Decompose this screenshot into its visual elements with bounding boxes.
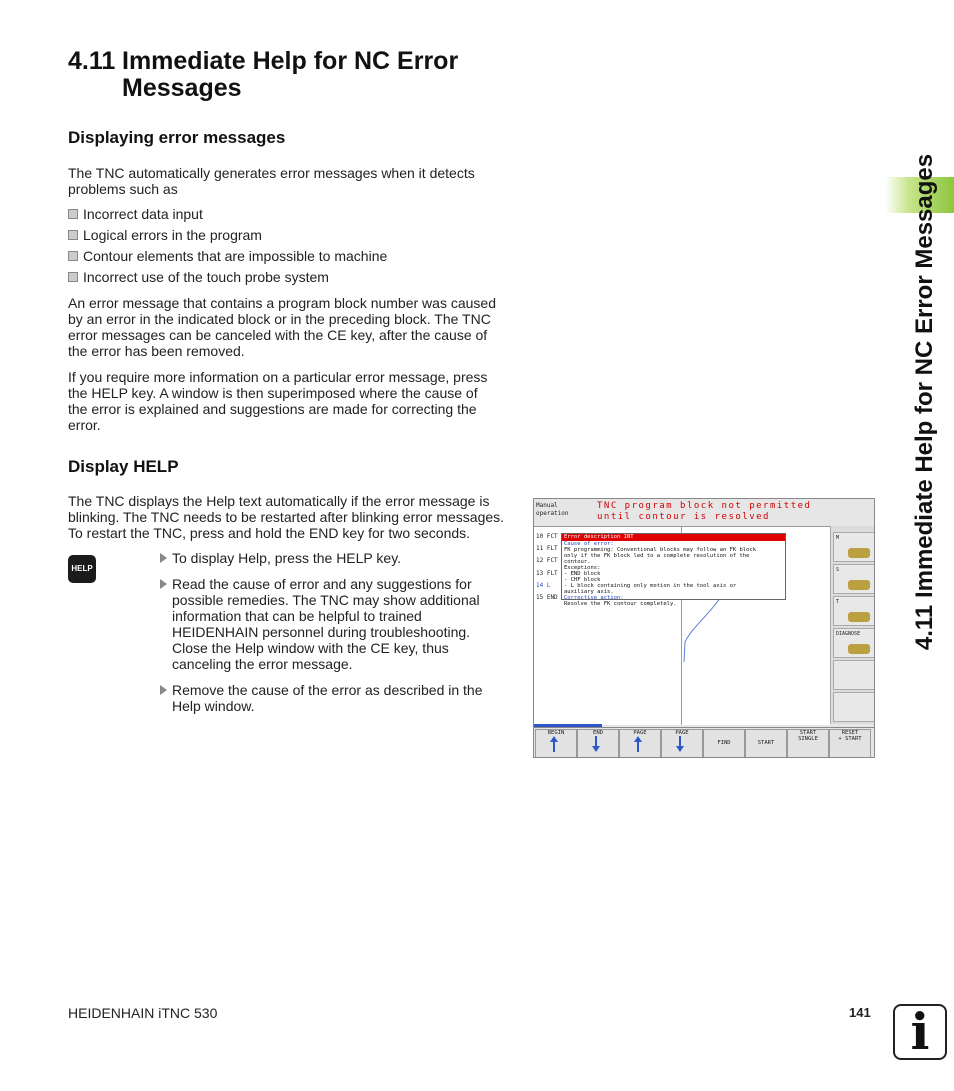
text-line: the error is explained and suggestions are made for correcting the — [68, 401, 477, 417]
softkey-row — [534, 727, 874, 758]
error-message-line: TNC program block not permitted — [597, 501, 812, 511]
side-softkeys — [830, 526, 875, 724]
title-line-2: Messages — [122, 74, 242, 102]
help-line: auxiliary axis. — [564, 589, 614, 595]
program-line: 12 FCT — [536, 557, 558, 564]
arrow-down-icon — [592, 746, 600, 752]
side-key-empty[interactable] — [833, 692, 875, 722]
arrow-stem — [553, 742, 555, 752]
softkey-label: RESET — [841, 730, 859, 736]
bullet-list — [68, 206, 387, 290]
list-item — [68, 248, 387, 269]
softkey-start-single[interactable] — [787, 729, 829, 758]
softkey-begin[interactable] — [535, 729, 577, 758]
step-text: information that can be helpful to trained — [172, 608, 422, 624]
diagnose-icon — [848, 644, 870, 654]
list-item-text: Incorrect use of the touch probe system — [83, 269, 329, 285]
footer-manual-name: HEIDENHAIN iTNC 530 — [68, 1005, 218, 1021]
side-tab-label: 4.11 Immediate Help for NC Error Messages — [911, 153, 938, 651]
softkey-sublabel: SINGLE — [798, 736, 818, 742]
arrow-stem — [637, 742, 639, 752]
title-line-1: Immediate Help for NC Error — [122, 47, 459, 75]
program-line: 10 FCT — [536, 533, 558, 540]
step-text: Close the Help window with the CE key, thus — [172, 640, 449, 656]
softkey-page-down[interactable] — [661, 729, 703, 758]
bullet-square-icon — [68, 230, 78, 240]
side-key-s[interactable] — [833, 564, 875, 594]
softkey-start[interactable] — [745, 729, 787, 758]
side-key-diagnose[interactable] — [833, 628, 875, 658]
step-arrow-icon — [160, 553, 167, 563]
side-key-label: S — [836, 567, 840, 573]
text-line: The TNC automatically generates error messages when it detects — [68, 165, 475, 181]
list-item-text: Logical errors in the program — [83, 227, 262, 243]
help-line: FK programming: Conventional blocks may follow an FK block — [564, 547, 757, 553]
text-line: If you require more information on a particular error message, press — [68, 369, 488, 385]
softkey-reset-start[interactable] — [829, 729, 871, 758]
text-line: blinking. The TNC needs to be restarted after blinking error messages. — [68, 509, 505, 525]
bullet-square-icon — [68, 209, 78, 219]
section-heading-display-help: Display HELP — [68, 457, 179, 476]
help-line: Exceptions: — [564, 565, 601, 571]
help-line: - CHF block — [564, 577, 601, 583]
section-number: 4.11 — [68, 47, 116, 75]
softkey-find[interactable] — [703, 729, 745, 758]
arrow-down-icon — [676, 746, 684, 752]
side-key-label: DIAGNOSE — [836, 631, 861, 637]
step-text: Help window. — [172, 698, 255, 714]
paragraph-blinking — [68, 493, 513, 541]
softkey-label: START — [757, 740, 775, 746]
help-window-title: Error description INT — [562, 534, 785, 541]
softkey-label: END — [593, 730, 603, 736]
page-number: 141 — [849, 1005, 871, 1020]
paragraph-help-key — [68, 369, 513, 433]
text-line: To restart the TNC, press and hold the END key for two seconds. — [68, 525, 471, 541]
side-key-m[interactable] — [833, 532, 875, 562]
help-line: Resolve the FK contour completely. — [564, 601, 677, 607]
side-key-t[interactable] — [833, 596, 875, 626]
program-line: 14 L — [536, 582, 551, 589]
step-text: Read the cause of error and any suggestions for — [172, 576, 472, 592]
text-line: the error has been removed. — [68, 343, 245, 359]
help-line: Corrective action: — [564, 595, 624, 601]
bullet-square-icon — [68, 251, 78, 261]
softkey-label: START — [799, 730, 817, 736]
help-line: - END block — [564, 571, 601, 577]
program-line: 11 FLT — [536, 545, 558, 552]
softkey-label: PAGE — [675, 730, 689, 736]
mode-line: Manual — [536, 502, 558, 509]
softkey-label: PAGE — [633, 730, 647, 736]
text-line: error. — [68, 417, 101, 433]
help-line: Cause of error: — [564, 541, 614, 547]
mode-line: operation — [536, 510, 569, 517]
spindle-icon — [848, 580, 870, 590]
step-arrow-icon — [160, 579, 167, 589]
text-line: The TNC displays the Help text automatically if the error message is — [68, 493, 490, 509]
text-line: by an error in the indicated block or in the preceding block. The TNC — [68, 311, 491, 327]
step-text: possible remedies. The TNC may show additional — [172, 592, 480, 608]
arrow-stem — [595, 736, 597, 746]
side-key-label: T — [836, 599, 840, 605]
error-message-line: until contour is resolved — [597, 512, 770, 522]
help-window — [561, 533, 786, 607]
program-line: 13 FLT — [536, 570, 558, 577]
step-1 — [160, 550, 505, 566]
info-icon-glyph: i — [910, 1002, 930, 1061]
list-item — [68, 206, 387, 227]
softkey-sublabel: + START — [838, 736, 862, 742]
program-line: 15 END — [536, 594, 558, 601]
bullet-square-icon — [68, 272, 78, 282]
step-text: HEIDENHAIN personnel during troubleshooting. — [172, 624, 471, 640]
intro-paragraph — [68, 165, 513, 197]
softkey-label: BEGIN — [547, 730, 565, 736]
spindle-icon — [848, 548, 870, 558]
info-icon — [893, 1004, 947, 1060]
error-message — [593, 499, 873, 526]
list-item-text: Incorrect data input — [83, 206, 203, 222]
side-key-empty[interactable] — [833, 660, 875, 690]
page-title — [68, 48, 458, 102]
softkey-label: FIND — [717, 740, 731, 746]
step-text: canceling the error message. — [172, 656, 353, 672]
tnc-screenshot — [533, 498, 875, 758]
paragraph-block-number — [68, 295, 513, 359]
text-line: the HELP key. A window is then superimposed where the cause of — [68, 385, 478, 401]
section-heading-displaying-errors: Displaying error messages — [68, 128, 286, 147]
step-text: To display Help, press the HELP key. — [172, 550, 402, 566]
list-item — [68, 227, 387, 248]
step-text: Remove the cause of the error as described in the — [172, 682, 483, 698]
text-line: error messages can be canceled with the CE key, after the cause of — [68, 327, 488, 343]
side-key-label: M — [836, 535, 840, 541]
tool-icon — [848, 612, 870, 622]
arrow-stem — [679, 736, 681, 746]
text-line: An error message that contains a program block number was caused — [68, 295, 496, 311]
step-2 — [160, 576, 505, 672]
help-line: only if the FK block led to a complete resolution of the — [564, 553, 750, 559]
step-arrow-icon — [160, 685, 167, 695]
list-item — [68, 269, 387, 290]
help-line: - L block containing only motion in the tool axis or — [564, 583, 737, 589]
text-line: problems such as — [68, 181, 178, 197]
softkey-page-up[interactable] — [619, 729, 661, 758]
help-key-icon: HELP — [68, 555, 96, 583]
list-item-text: Contour elements that are impossible to machine — [83, 248, 388, 264]
softkey-end[interactable] — [577, 729, 619, 758]
side-tab — [905, 52, 945, 752]
help-line: contour. — [564, 559, 591, 565]
step-3 — [160, 682, 505, 714]
